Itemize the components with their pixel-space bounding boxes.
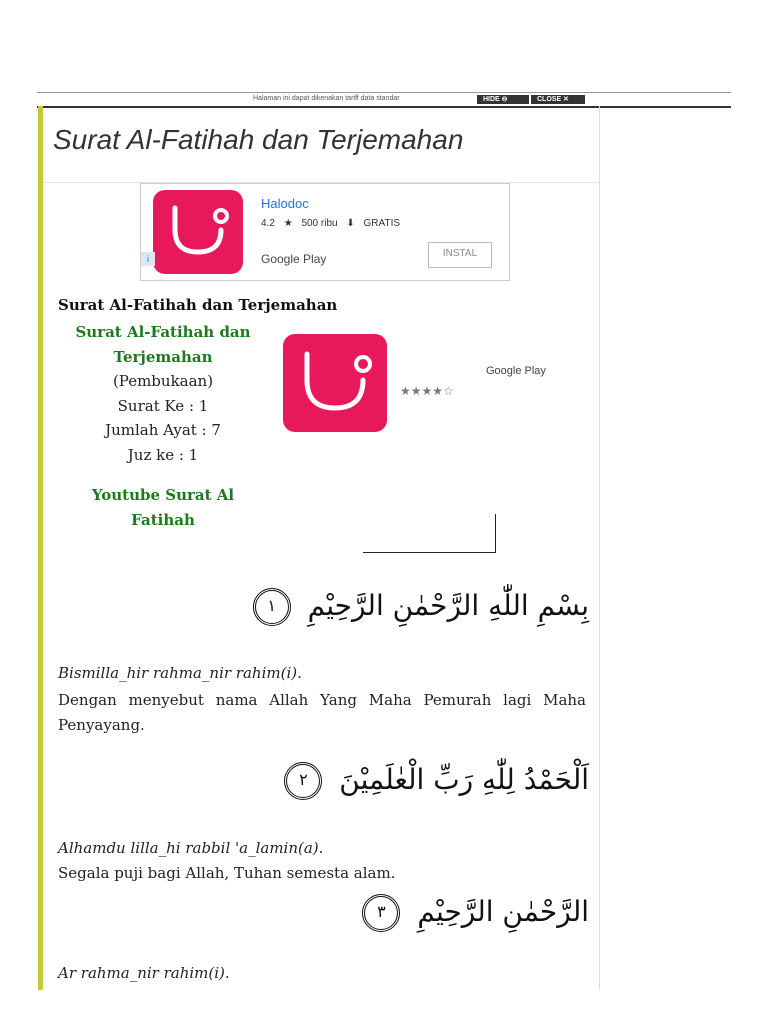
page-title: Surat Al-Fatihah dan Terjemahan — [53, 124, 464, 155]
app-install-ad[interactable] — [140, 183, 510, 281]
arabic-text: بِسْمِ اللّٰهِ الرَّحْمٰنِ الرَّحِيْمِ — [307, 589, 589, 622]
verse-2-translation: Segala puji bagi Allah, Tuhan semesta alam. — [58, 864, 396, 882]
ad-app-name[interactable]: Halodoc — [261, 196, 309, 211]
ayah-number-marker: ٢ — [284, 762, 322, 800]
verse-2-transliteration: Alhamdu lilla_hi rabbil 'a_lamin(a). — [58, 839, 324, 857]
ad-app-meta — [261, 218, 406, 229]
data-charge-notice: Halaman ini dapat dikenakan tariff data standar — [253, 95, 400, 102]
close-button[interactable]: CLOSE ✕ — [531, 95, 585, 104]
install-button[interactable]: INSTAL — [428, 242, 492, 268]
ad-price: GRATIS — [363, 218, 401, 229]
info-icon[interactable]: i — [141, 252, 155, 266]
arabic-text: اَلْحَمْدُ لِلّٰهِ رَبِّ الْعٰلَمِيْنَ — [339, 763, 589, 796]
arabic-verse-3 — [362, 894, 589, 932]
decorative-corner-line — [495, 514, 496, 552]
youtube-link[interactable]: Youtube Surat Al Fatihah — [91, 486, 235, 529]
ad-downloads: 500 ribu — [301, 218, 338, 229]
stethoscope-icon — [153, 190, 243, 274]
verse-1-translation: Dengan menyebut nama Allah Yang Maha Pemurah lagi Maha Penyayang. — [58, 691, 586, 734]
verse-count: Jumlah Ayat : 7 — [105, 421, 221, 439]
ayah-number-marker: ١ — [253, 588, 291, 626]
rating-stars: ★★★★☆ — [400, 384, 454, 398]
section-title: Surat Al-Fatihah dan Terjemahan — [58, 296, 338, 314]
arabic-verse-1 — [253, 588, 589, 626]
surah-info — [63, 320, 263, 532]
surah-number: Surat Ke : 1 — [117, 396, 209, 415]
surah-meaning: (Pembukaan) — [112, 372, 214, 390]
decorative-corner-line — [363, 552, 496, 553]
ad-google-play-label: Google Play — [261, 252, 327, 266]
download-icon: ⬇ — [346, 218, 355, 229]
article-page — [38, 106, 600, 990]
ad-rating: 4.2 — [261, 218, 275, 229]
surah-name: Surat Al-Fatihah dan Terjemahan — [75, 323, 251, 366]
halodoc-app-icon[interactable] — [153, 190, 243, 274]
arabic-verse-2 — [284, 762, 589, 800]
promo-google-play-label: Google Play — [486, 365, 546, 377]
juz-number: Juz ke : 1 — [127, 445, 199, 464]
verse-1-transliteration: Bismilla_hir rahma_nir rahim(i). — [58, 664, 302, 682]
stethoscope-icon — [283, 334, 387, 432]
star-icon: ★ — [283, 218, 293, 229]
arabic-text: الرَّحْمٰنِ الرَّحِيْمِ — [417, 895, 589, 928]
promo-app-icon[interactable] — [283, 334, 387, 432]
ayah-number-marker: ٣ — [362, 894, 400, 932]
verse-3-transliteration: Ar rahma_nir rahim(i). — [58, 964, 230, 982]
hide-button[interactable]: HIDE ⊖ — [477, 95, 529, 104]
